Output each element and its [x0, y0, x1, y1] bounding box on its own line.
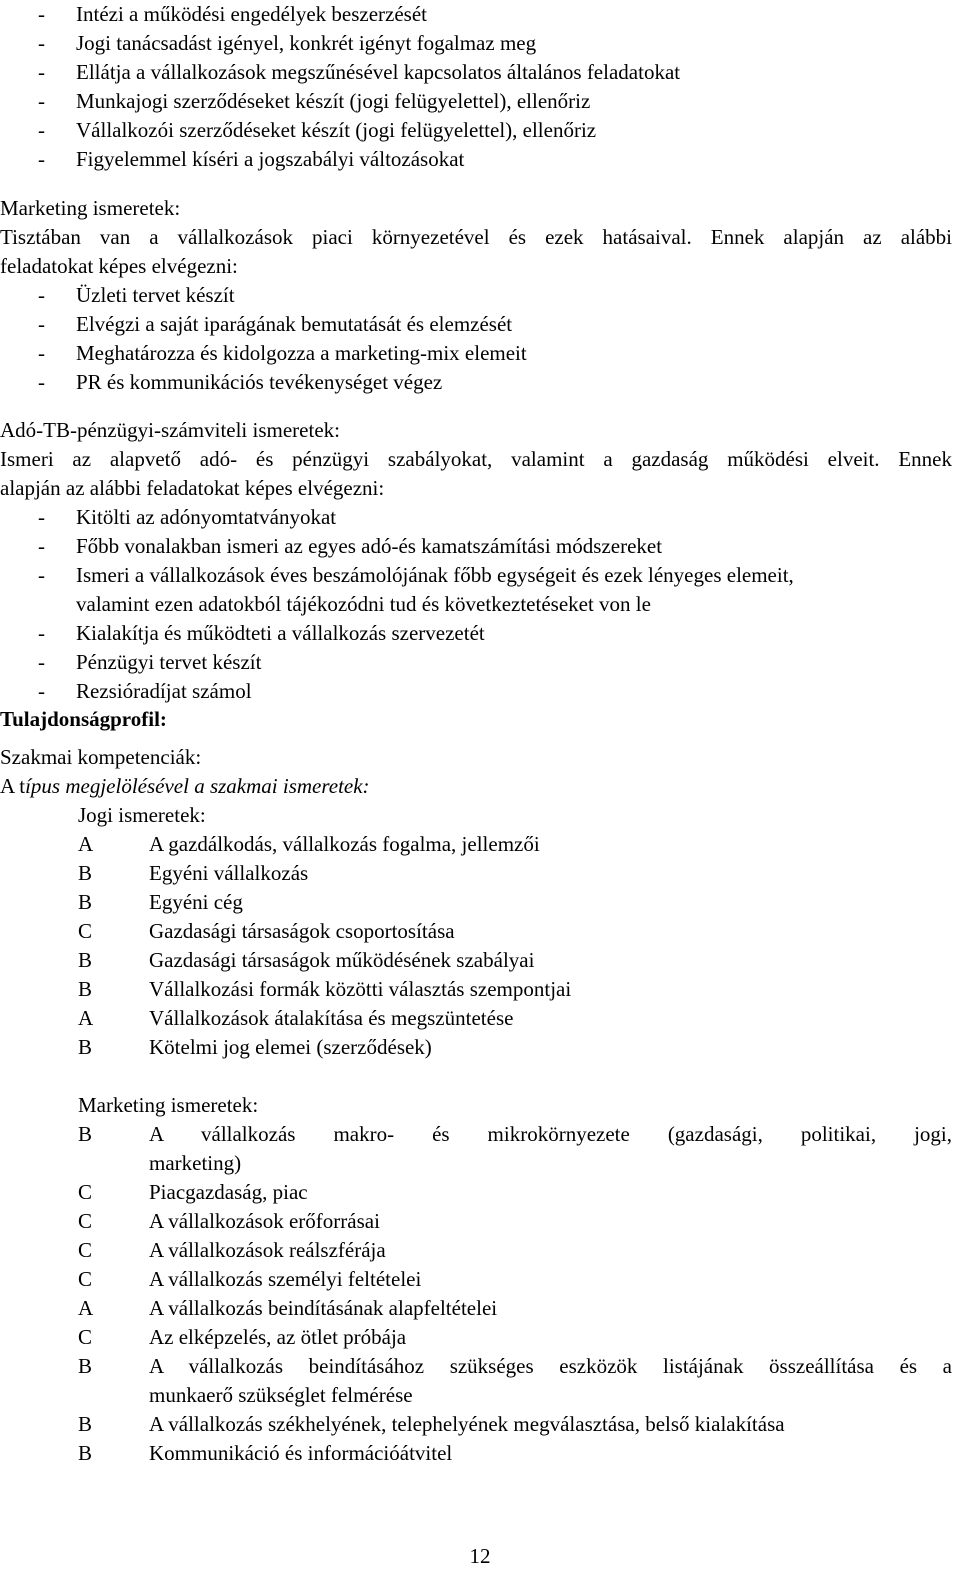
section-heading: Adó-TB-pénzügyi-számviteli ismeretek: [0, 418, 340, 442]
competencies-heading: Szakmai kompetenciák: [0, 745, 202, 769]
paragraph-line: Tisztában van a vállalkozások piaci környezetével és ezek hatásaival. Ennek alapján az alábbi [0, 225, 952, 249]
paragraph-line: Ismeri az alapvető adó- és pénzügyi szabályokat, valamint a gazdaság működési elveit. Ennek [0, 447, 952, 471]
list-item-continuation: valamint ezen adatokból tájékozódni tud és következtetéseket von le [76, 592, 651, 616]
document-page: - Intézi a működési engedélyek beszerzését - Jogi tanácsadást igényel, konkrét igényt fogalmaz meg - Ellátja a vállalkozások megszűnésével kapcsolatos általános feladatokat - Munkajogi szerződéseket készít (jogi felügyelettel), ellenőriz - Vállalkozói szerződéseket készít (jogi felügyelettel), ellenőriz - Figyelemmel kíséri a jogszabályi változásokat Marketing ismeretek: Tisztában van a vállalkozások piaci környezetével és ezek hatásaival. Ennek alapján az alábbi feladatokat képes elvégezni: - Üzleti tervet készít - Elvégzi a saját iparágának bemutatását és elemzését - Meghatározza és kidolgozza a marketing-mix elemeit - PR és kommunikációs tevékenységet végez Adó-TB-pénzügyi-számviteli ismeretek: Ismeri az alapvető adó- és pénzügyi szabályokat, valamint a gazdaság működési elveit. Ennek alapján az alábbi feladatokat képes elvégezni: - Kitölti az adónyomtatványokat - Főbb vonalakban ismeri az egyes adó-és kamatszámítási módszereket - Ismeri a vállalkozások éves beszámolójának főbb egységeit és ezek lényeges elemeit, valamint ezen adatokból tájékozódni tud és következtetéseket von le - Kialakítja és működteti a vállalkozás szervezetét - Pénzügyi tervet készít - Rezsióradíjat számol Tulajdonságprofil: Szakmai kompetenciák: A típus megjelölésével a szakmai ismeretek: Jogi ismeretek: A A gazdálkodás, vállalkozás fogalma, jellemzői B Egyéni vállalkozás B Egyéni cég C Gazdasági társaságok csoportosítása B Gazdasági társaságok működésének szabályai B Vállalkozási formák közötti választás szempontjai A Vállalkozások átalakítása és megszüntetése B Kötelmi jog elemei (szerződések) Marketing ismeretek: B A vállalkozás makro- és mikrokörnyezete (gazdasági, politikai, jogi, marketing) C Piacgazdaság, piac C A vállalkozások erőforrásai C A vállalkozások reálszférája C A vállalkozás személyi feltételei A A vállalkozás beindításának alapfeltételei C Az elképzelés, az ötlet próbája B A vállalkozás beindításához szükséges eszközök listájának összeállítása és a munkaerő szükséglet felmérése B A vállalkozás székhelyének, telephelyének megválasztása, belső kialakítása B Kommunikáció és információátvitel 12 [0, 0, 960, 1576]
profile-title: Tulajdonságprofil: [0, 707, 167, 731]
section-heading: Marketing ismeretek: [0, 196, 181, 220]
paragraph-line: alapján az alábbi feladatokat képes elvégezni: [0, 476, 385, 500]
page-number: 12 [469, 1544, 491, 1568]
legal-heading: Jogi ismeretek: [78, 803, 206, 827]
paragraph-line: feladatokat képes elvégezni: [0, 254, 238, 278]
marketing-heading: Marketing ismeretek: [78, 1093, 259, 1117]
type-caption: A típus megjelölésével a szakmai ismeretek: [0, 774, 370, 798]
